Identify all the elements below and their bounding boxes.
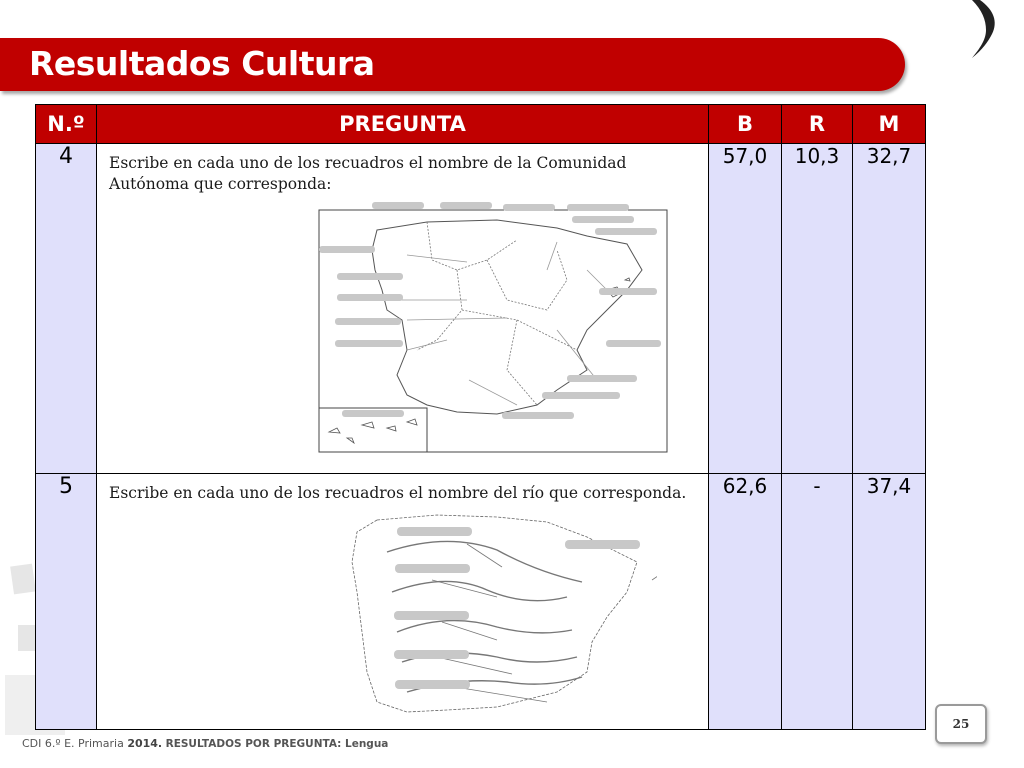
question-text: Escribe en cada uno de los recuadros el nombre de la Comunidad Autónoma que corresponda:	[109, 154, 627, 193]
value-r: 10,3	[782, 144, 853, 474]
logo-swoosh-icon	[958, 0, 1008, 60]
header-question: PREGUNTA	[97, 105, 709, 144]
value-b: 57,0	[709, 144, 782, 474]
page-title: Resultados Cultura	[29, 44, 375, 83]
question-cell	[97, 474, 709, 730]
footer-label: RESULTADOS POR PREGUNTA: Lengua	[165, 738, 389, 750]
table-row	[36, 144, 926, 474]
header-m: M	[853, 105, 926, 144]
results-table	[35, 104, 926, 730]
value-m: 32,7	[853, 144, 926, 474]
row-number: 5	[36, 474, 97, 730]
value-m: 37,4	[853, 474, 926, 730]
header-b: B	[709, 105, 782, 144]
question-cell	[97, 144, 709, 474]
header-num: N.º	[36, 105, 97, 144]
page-number: 25	[935, 704, 987, 744]
footer-prefix: CDI 6.º E. Primaria	[22, 737, 124, 750]
row-number: 4	[36, 144, 97, 474]
footer	[22, 737, 388, 750]
table-header-row	[36, 105, 926, 144]
footer-year: 2014.	[127, 737, 163, 750]
map-spain-rivers-image	[297, 512, 657, 727]
map-spain-communities-image	[257, 200, 707, 455]
value-b: 62,6	[709, 474, 782, 730]
question-text: Escribe en cada uno de los recuadros el nombre del río que corresponda.	[109, 484, 687, 502]
value-r: -	[782, 474, 853, 730]
table-row	[36, 474, 926, 730]
header-r: R	[782, 105, 853, 144]
